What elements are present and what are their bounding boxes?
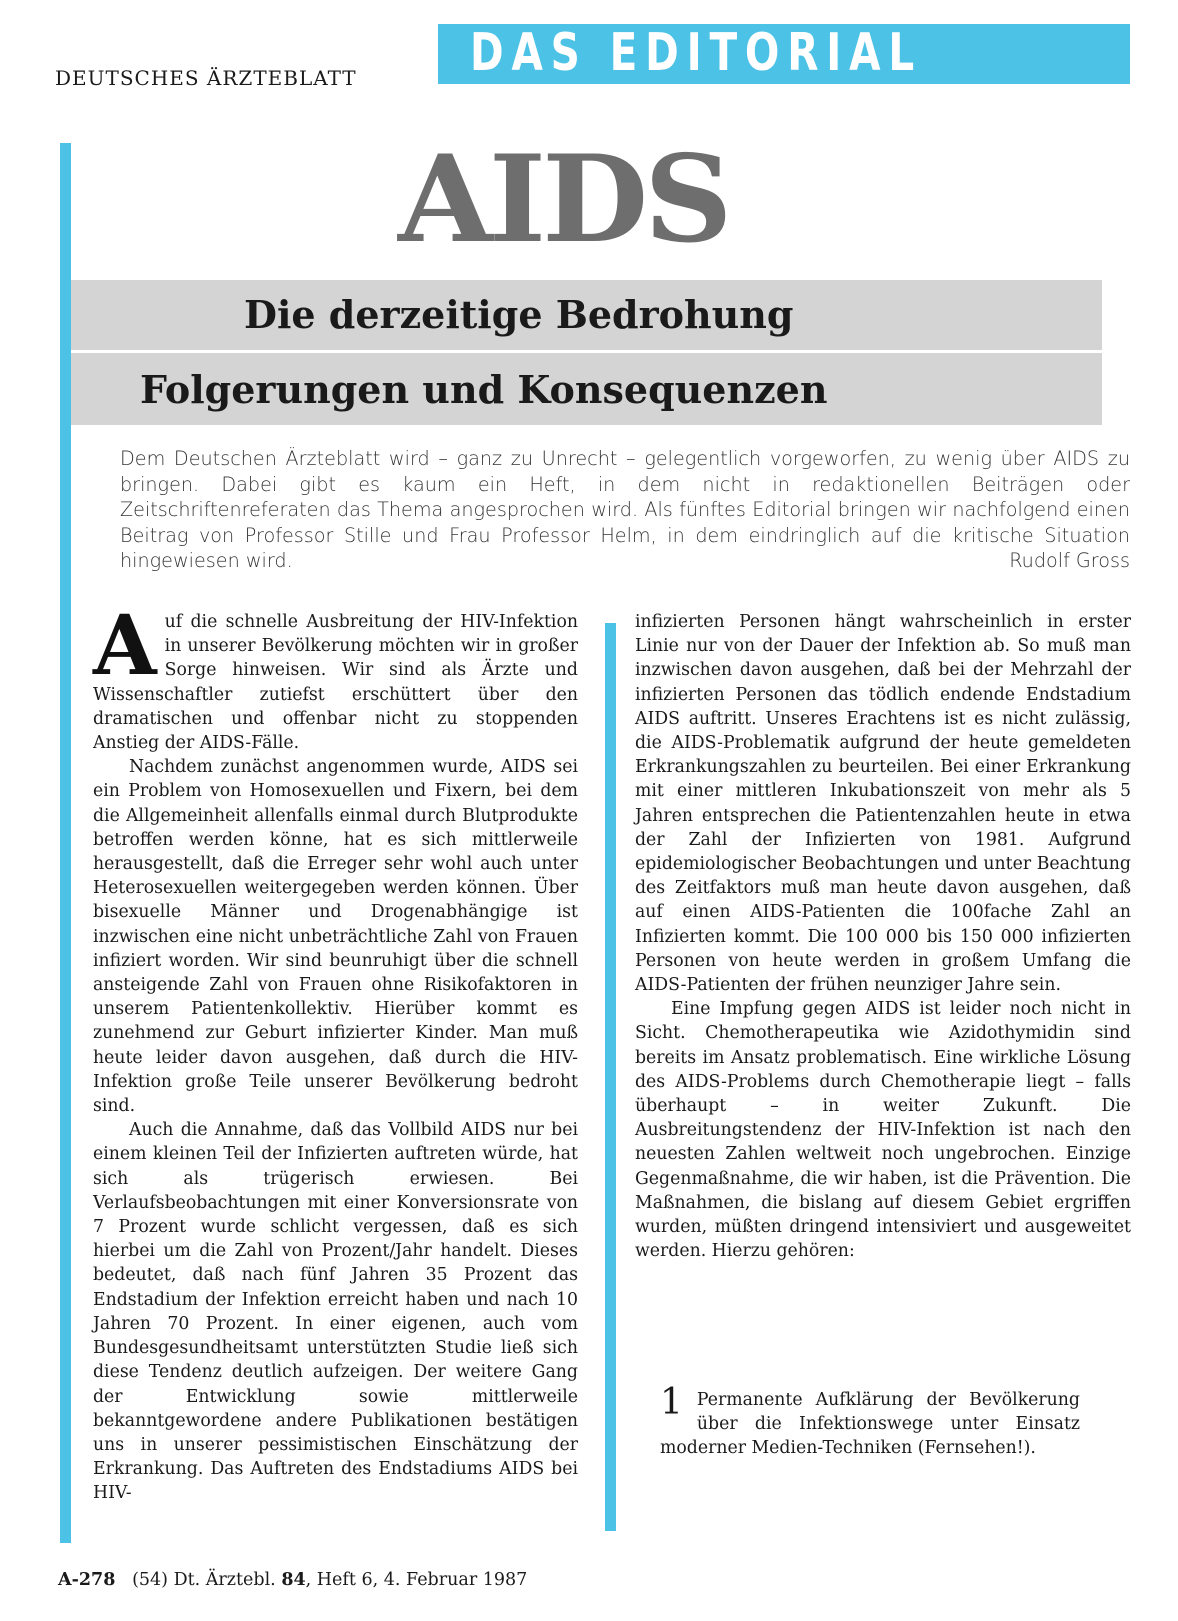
body-paragraph-2: Nachdem zunächst angenommen wurde, AIDS sei ein Problem von Homosexuellen und Fixern, bei dem die Allgemeinheit allenfalls einmal durch Blutprodukte betroffen werden könne, hat es sich mittlerweile herausgestellt, daß die Erreger sehr wohl auch unter Heterosexuellen weitergegeben werden können. Über bisexuelle Männer und Drogenabhängige ist inzwischen eine nicht unbeträchtliche Zahl von Frauen infiziert worden. Wir sind beunruhigt über die schnell ansteigende Zahl von Frauen ohne Risikofaktoren in unserem Patientenkollektiv. Hierüber kommt es zunehmend zur Geburt infizierter Kinder. Man muß heute leider davon ausgehen, daß durch die HIV-Infektion große Teile unserer Bevölkerung bedroht sind. — [93, 757, 578, 1117]
drop-cap: A — [93, 598, 157, 694]
body-paragraph-4: infizierten Personen hängt wahrscheinlich in erster Linie nur von der Dauer der Infektion ab. So muß man inzwischen davon ausgehen, daß bei der Mehrzahl der infizierten Personen das tödlich endende Endstadium AIDS auftritt. Unseres Erachtens ist es nicht zulässig, die AIDS-Problematik aufgrund der heute gemeldeten Erkrankungszahlen zu beurteilen. Bei einer Erkrankung mit einer mittleren Inkubationszeit von mehr als 5 Jahren entsprechen die Patientenzahlen heute in etwa der Zahl der Infizierten von 1981. Aufgrund epidemiologischer Beobachtungen und unter Beachtung des Zeitfaktors muß man heute davon ausgehen, daß auf einen AIDS-Patienten die 100fache Zahl an Infizierten kommt. Die 100 000 bis 150 000 infizierten Personen von heute werden in großem Umfang die AIDS-Patienten der frühen neunziger Jahre sein. — [635, 612, 1131, 996]
footer-page-number: A-278 — [58, 1570, 116, 1590]
list-item-text: Permanente Aufklärung der Bevölkerung über die Infektionswege unter Einsatz moderner Medien-Techniken (Fernsehen!). — [660, 1390, 1080, 1459]
body-paragraph-1 — [93, 598, 578, 755]
intro-text: Dem Deutschen Ärzteblatt wird – ganz zu Unrecht – gelegentlich vorgeworfen, zu wenig über AIDS zu bringen. Dabei gibt es kaum ein Heft, in dem nicht in redaktionellen Beiträgen oder Zeitschriftenreferaten das Thema angesprochen wird. Als fünftes Editorial bringen wir nachfolgend einen Beitrag von Professor Stille und Frau Professor Helm, in dem eindringlich auf die kritische Situation hingewiesen wird. — [120, 447, 1130, 572]
headline: AIDS — [398, 129, 729, 270]
intro-author: Rudolf Gross — [1009, 549, 1130, 572]
footer-issue: (54) Dt. Ärztebl. — [132, 1570, 276, 1590]
journal-name: DEUTSCHES ÄRZTEBLATT — [55, 66, 357, 90]
list-item-number: 1 — [660, 1382, 683, 1423]
subtitle-line-1: Die derzeitige Bedrohung — [244, 292, 794, 337]
left-accent-bar — [60, 143, 71, 1543]
column-divider-bar — [605, 623, 616, 1531]
footer-date: , Heft 6, 4. Februar 1987 — [305, 1570, 528, 1590]
editorial-banner-label: DAS EDITORIAL — [470, 23, 922, 83]
subtitle-line-2: Folgerungen und Konsequenzen — [140, 367, 828, 412]
body-paragraph-3: Auch die Annahme, daß das Vollbild AIDS nur bei einem kleinen Teil der Infizierten auftreten würde, hat sich als trügerisch erwiesen. Bei Verlaufsbeobachtungen mit einer Konversionsrate von 7 Prozent wurde schlicht vergessen, daß es sich hierbei um die Zahl von Prozent/Jahr handelt. Dieses bedeutet, daß nach fünf Jahren 35 Prozent das Endstadium der Infektion erreicht haben und nach 10 Jahren 70 Prozent. In einer eigenen, auch vom Bundesgesundheitsamt unterstützten Studie ließ sich diese Tendenz deutlich aufzeigen. Der weitere Gang der Entwicklung sowie mittlerweile bekanntgewordene andere Publikationen bestätigen uns in unserer pessimistischen Einschätzung der Erkrankung. Das Auftreten des Endstadiums AIDS bei HIV- — [93, 1120, 578, 1504]
page-footer — [58, 1570, 527, 1590]
column-right — [635, 610, 1131, 1263]
body-paragraph-5: Eine Impfung gegen AIDS ist leider noch nicht in Sicht. Chemotherapeutika wie Azidothymidin sind bereits im Ansatz problematisch. Eine wirkliche Lösung des AIDS-Problems durch Chemotherapie liegt – falls überhaupt – in weiter Zukunft. Die Ausbreitungstendenz der HIV-Infektion ist nach den neuesten Zahlen weltweit noch ungebrochen. Einzige Gegenmaßnahme, die wir haben, ist die Prävention. Die Maßnahmen, die bislang auf diesem Gebiet ergriffen wurden, müßten dringend intensiviert und ausgeweitet werden. Hierzu gehören: — [635, 999, 1131, 1262]
column-left — [93, 598, 578, 1506]
intro-paragraph — [120, 446, 1130, 574]
footer-volume: 84 — [281, 1570, 306, 1590]
list-item — [660, 1382, 1080, 1461]
body-paragraph-1-text: uf die schnelle Ausbreitung der HIV-Infektion in unserer Bevölkerung möchten wir in großer Sorge hinweisen. Wir sind als Ärzte und Wissenschaftler zutiefst erschüttert über den dramatischen und offenbar nicht zu stoppenden Anstieg der AIDS-Fälle. — [93, 612, 578, 754]
